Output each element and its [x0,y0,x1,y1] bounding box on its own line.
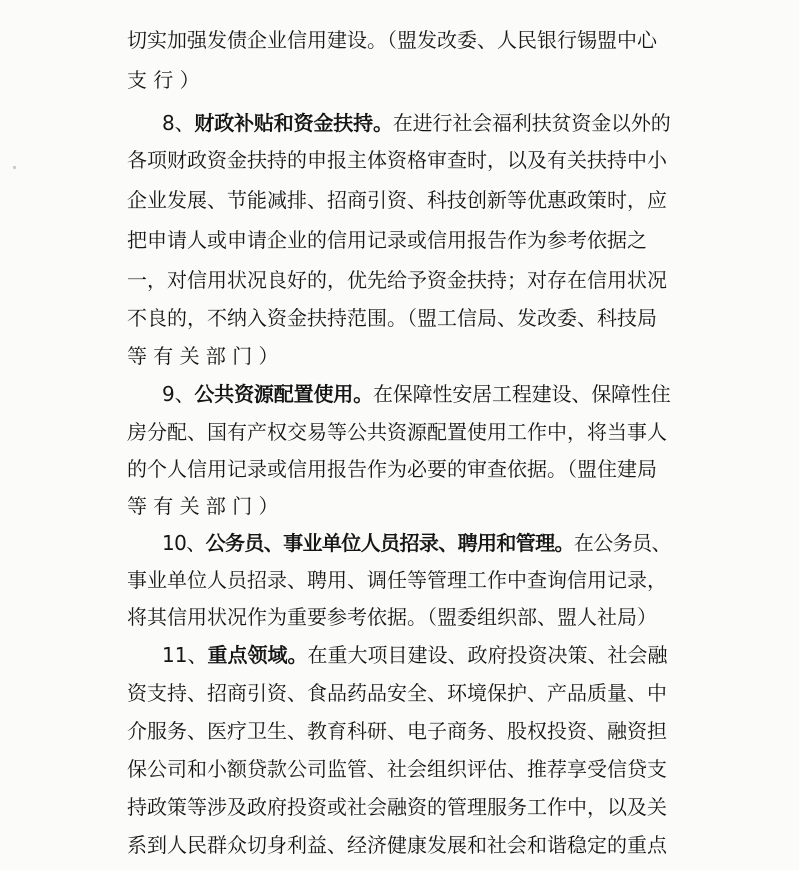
scan-speck [13,166,16,169]
line-text: 各项财政资金扶持的申报主体资格审查时，以及有关扶持中小 [127,148,667,172]
text-line [127,749,671,789]
text-line [127,711,671,751]
line-text: 等有关部门） [127,344,285,368]
text-line [127,597,671,637]
line-text: 在重大项目建设、政府投资决策、社会融 [307,643,668,667]
item-number: 11、 [162,643,208,667]
line-text: 等有关部门） [127,494,285,518]
item-heading: 公共资源配置使用。 [194,382,373,406]
line-text: 把申请人或申请企业的信用记录或信用报告作为参考依据之 [127,228,647,252]
line-text: 系到人民群众切身利益、经济健康发展和社会和谐稳定的重点 [127,833,667,857]
paragraph-heading-line [162,103,671,143]
line-text: 将其信用状况作为重要参考依据。（盟委组织部、盟人社局） [127,605,657,629]
text-line [127,336,671,376]
text-line [127,486,671,526]
line-text: 保公司和小额贷款公司监管、社会组织评估、推荐享受信贷支 [127,757,667,781]
text-line [127,298,671,338]
item-number: 8、 [162,111,195,135]
paragraph-heading-line [162,523,671,563]
line-text: 一，对信用状况良好的，优先给予资金扶持；对存在信用状况 [127,268,667,292]
text-line [127,180,671,220]
text-line [127,673,671,713]
text-line [127,220,671,260]
text-line [127,20,671,60]
text-line [127,412,671,452]
line-text: 切实加强发债企业信用建设。（盟发改委、人民银行锡盟中心 [127,28,657,52]
paragraph-heading-line [162,374,671,414]
line-text: 支行） [127,68,206,92]
text-line [127,560,671,600]
line-text: 企业发展、节能减排、招商引资、科技创新等优惠政策时，应 [127,188,667,212]
line-text: 房分配、国有产权交易等公共资源配置使用工作中，将当事人 [127,420,667,444]
line-text: 在进行社会福利扶贫资金以外的 [392,111,671,135]
text-line [127,449,671,489]
text-line [127,140,671,180]
text-line [127,260,671,300]
item-number: 10、 [162,531,206,555]
item-heading: 公务员、事业单位人员招录、聘用和管理。 [205,531,574,555]
item-heading: 财政补贴和资金扶持。 [194,111,393,135]
text-line [127,60,671,100]
line-text: 在保障性安居工程建设、保障性住 [372,382,671,406]
text-line [127,787,671,827]
line-text: 不良的，不纳入资金扶持范围。（盟工信局、发改委、科技局 [127,306,657,330]
line-text: 资支持、招商引资、食品药品安全、环境保护、产品质量、中 [127,681,667,705]
text-line [127,825,671,865]
item-number: 9、 [162,382,195,406]
line-text: 持政策等涉及政府投资或社会融资的管理服务工作中，以及关 [127,795,667,819]
item-heading: 重点领域。 [207,643,308,667]
line-text: 事业单位人员招录、聘用、调任等管理工作中查询信用记录， [127,568,667,592]
paragraph-heading-line [162,635,671,675]
line-text: 的个人信用记录或信用报告作为必要的审查依据。（盟住建局 [127,457,657,481]
line-text: 介服务、医疗卫生、教育科研、电子商务、股权投资、融资担 [127,719,667,743]
line-text: 在公务员、 [573,531,671,555]
